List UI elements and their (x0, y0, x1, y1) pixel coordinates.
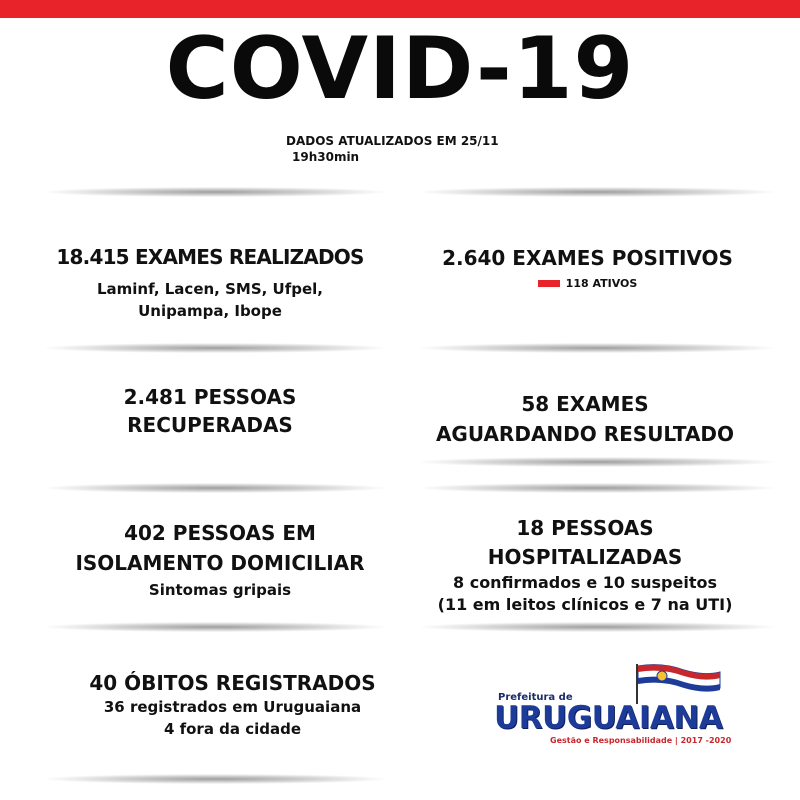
hospitalized-line1: 18 PESSOAS (516, 516, 654, 540)
logo-tagline: Gestão e Responsabilidade | 2017 -2020 (550, 736, 732, 745)
active-label: 118 ATIVOS (565, 277, 638, 290)
divider-shadow (420, 622, 775, 632)
update-date: DADOS ATUALIZADOS EM 25/11 (286, 134, 499, 148)
divider-shadow (45, 343, 385, 353)
hospitalized-line4: (11 em leitos clínicos e 7 na UTI) (437, 594, 733, 614)
divider-shadow (45, 483, 385, 493)
pending-line1: 58 EXAMES (521, 392, 649, 416)
logo-prefix: Prefeitura de (498, 692, 573, 703)
isolation-note: Sintomas gripais (148, 581, 292, 599)
divider-shadow (420, 187, 775, 197)
hospitalized-line2: HOSPITALIZADAS (487, 545, 683, 569)
page-title: COVID-19 (165, 19, 635, 119)
recovered-line2: RECUPERADAS (127, 413, 293, 437)
positives-title: 2.640 EXAMES POSITIVOS (442, 246, 733, 270)
deaths-block (60, 669, 405, 741)
top-red-bar (0, 0, 800, 18)
isolation-block (45, 518, 395, 602)
deaths-title: 40 ÓBITOS REGISTRADOS (89, 671, 376, 695)
update-info (286, 133, 499, 165)
divider-shadow (420, 457, 775, 467)
deaths-line1: 36 registrados em Uruguaiana (103, 698, 362, 716)
pending-line2: AGUARDANDO RESULTADO (435, 422, 735, 446)
recovered-block (40, 383, 380, 439)
isolation-line1: 402 PESSOAS EM (124, 521, 316, 545)
hospitalized-block (400, 514, 770, 615)
exams-block (50, 243, 370, 323)
divider-shadow (45, 187, 385, 197)
divider-shadow (45, 622, 385, 632)
exams-title: 18.415 EXAMES REALIZADOS (56, 245, 364, 269)
active-cases (538, 277, 638, 290)
positives-block (420, 244, 755, 291)
prefeitura-logo (494, 660, 734, 750)
isolation-line2: ISOLAMENTO DOMICILIAR (75, 551, 365, 575)
recovered-line1: 2.481 PESSOAS (123, 385, 297, 409)
divider-shadow (45, 774, 385, 784)
active-color-swatch (538, 280, 560, 287)
logo-name: URUGUAIANA (494, 700, 723, 736)
pending-block (415, 389, 755, 449)
divider-shadow (420, 343, 775, 353)
deaths-line2: 4 fora da cidade (163, 719, 302, 738)
update-time: 19h30min (292, 150, 360, 165)
exams-labs: Laminf, Lacen, SMS, Ufpel, Unipampa, Ibope (96, 280, 323, 320)
hospitalized-line3: 8 confirmados e 10 suspeitos (453, 573, 717, 592)
divider-shadow (420, 483, 775, 493)
